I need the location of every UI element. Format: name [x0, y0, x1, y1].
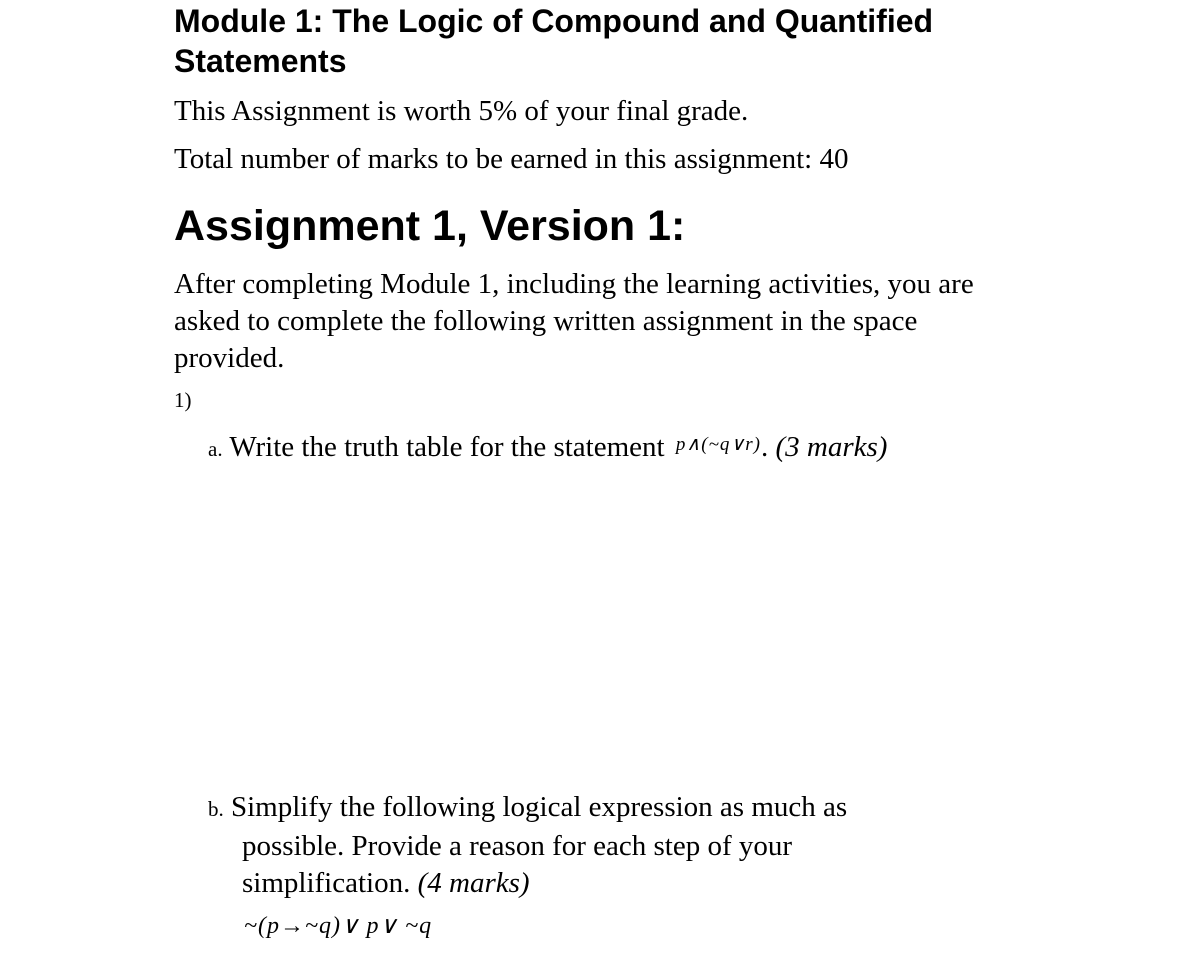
- part-a-label: a.: [208, 437, 223, 461]
- total-marks-text: Total number of marks to be earned in this assignment: 40: [174, 143, 849, 175]
- part-a-text: Write the truth table for the statement: [229, 431, 665, 463]
- assignment-heading: Assignment 1, Version 1:: [174, 202, 686, 250]
- part-b-body: [208, 789, 928, 902]
- question-number: 1): [174, 388, 192, 412]
- assignment-intro: After completing Module 1, including the learning activities, you are asked to complete the following written assignment in the space provided.: [174, 268, 974, 374]
- part-a-period: .: [761, 431, 769, 463]
- module-title: Module 1: The Logic of Compound and Quantified Statements: [174, 3, 934, 79]
- part-b-label: b.: [208, 797, 224, 821]
- part-b-expression: ~(p→~q)∨ p∨ ~q: [244, 913, 433, 939]
- part-a-marks: (3 marks): [775, 431, 888, 463]
- part-a-expression: p∧(~q∨r): [675, 434, 762, 455]
- part-b-text: Simplify the following logical expression as much as possible. Provide a reason for each step of your simplification.: [231, 791, 848, 899]
- part-b-marks: (4 marks): [417, 867, 530, 899]
- question-part-b: [208, 789, 928, 902]
- question-part-a: [208, 428, 887, 470]
- grade-worth-text: This Assignment is worth 5% of your final grade.: [174, 95, 749, 127]
